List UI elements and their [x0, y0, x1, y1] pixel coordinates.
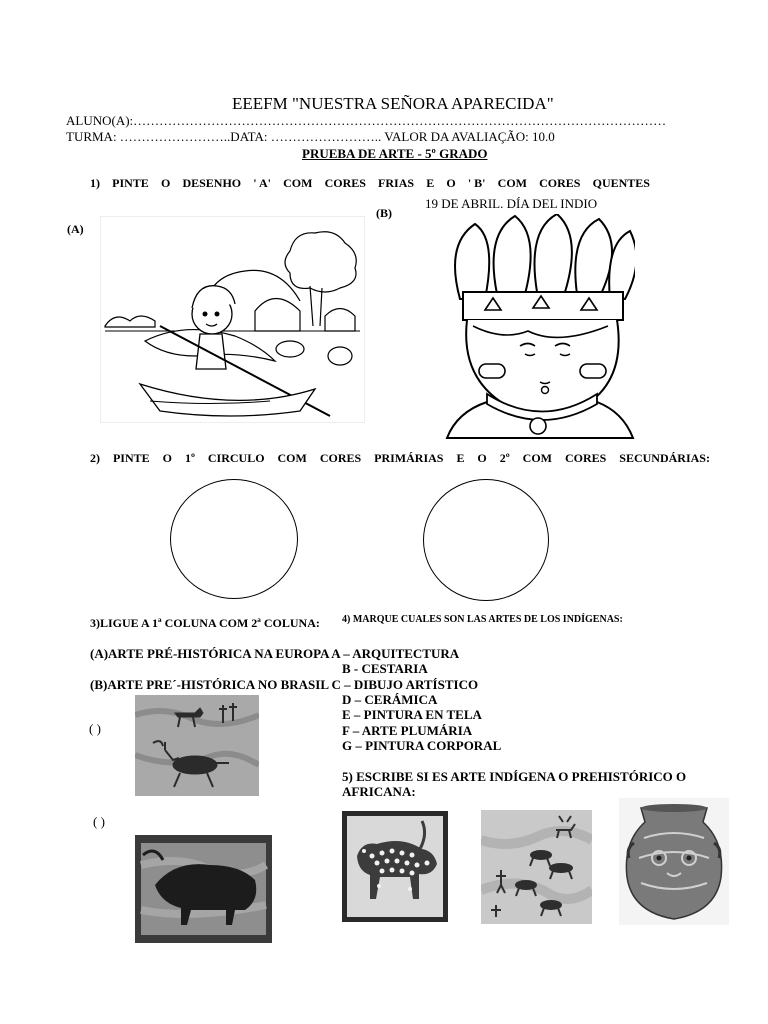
circle-secondary-colors[interactable]	[423, 479, 549, 601]
question-2-word: CIRCULO	[207, 451, 265, 465]
question-4-title: 4) MARQUE CUALES SON LAS ARTES DE LOS INDÍGENAS:	[342, 614, 623, 625]
drawing-b-indian-boy	[445, 214, 635, 440]
question-1	[90, 176, 650, 191]
question-5-line-2: AFRICANA:	[342, 784, 416, 799]
school-name: EEEFM "NUESTRA SEÑORA APARECIDA"	[232, 94, 554, 113]
question-1-word: ' A'	[253, 176, 271, 190]
question-2-word: 2º	[499, 451, 510, 465]
rock-painting-hunters-image	[481, 810, 592, 924]
q4-option-b[interactable]: B - CESTARIA	[342, 661, 428, 676]
q4-option-g[interactable]: G – PINTURA CORPORAL	[342, 738, 502, 753]
question-2-word: COM	[277, 451, 307, 465]
class-date-line: TURMA: ……………………..DATA: …………………….. VALOR DA AVALIAÇÃO: 10.0	[66, 129, 555, 144]
label-a: (A)	[67, 222, 84, 236]
student-name-line: ALUNO(A):……………………………………………………………………………………………………………	[66, 113, 667, 128]
question-1-word: FRIAS	[378, 176, 415, 190]
question-2-word: E	[456, 451, 465, 465]
answer-blank-2[interactable]: ( )	[93, 814, 105, 829]
question-1-word: E	[426, 176, 435, 190]
drawing-a-boy-canoe	[100, 216, 365, 423]
question-2-word: SECUNDÁRIAS:	[619, 451, 710, 465]
q4-option-e[interactable]: E – PINTURA EN TELA	[342, 707, 482, 722]
question-2-word: O	[477, 451, 487, 465]
question-1-word: CORES	[539, 176, 581, 190]
question-1-word: COM	[283, 176, 313, 190]
test-title: PRUEBA DE ARTE - 5º GRADO	[302, 146, 488, 161]
question-2	[90, 451, 710, 466]
question-1-word: O	[160, 176, 171, 190]
ceramic-urn-image	[619, 798, 729, 925]
circle-primary-colors[interactable]	[170, 479, 298, 599]
question-1-word: QUENTES	[592, 176, 650, 190]
q3-item-b: (B)ARTE PRE´-HISTÓRICA NO BRASIL C – DIBUJO ARTÍSTICO	[90, 677, 479, 692]
question-2-word: PINTE	[112, 451, 150, 465]
q4-option-f[interactable]: F – ARTE PLUMÁRIA	[342, 723, 473, 738]
question-3-title: 3)LIGUE A 1ª COLUNA COM 2ª COLUNA:	[90, 616, 320, 630]
question-1-word: ' B'	[467, 176, 486, 190]
question-2-word: 1º	[184, 451, 195, 465]
question-1-word: 1)	[90, 176, 100, 190]
question-1-word: PINTE	[112, 176, 149, 190]
question-2-word: PRIMÁRIAS	[374, 451, 444, 465]
question-1-word: O	[446, 176, 456, 190]
question-1-word: CORES	[324, 176, 366, 190]
q3-item-a: (A)ARTE PRÉ-HISTÓRICA NA EUROPA A – ARQUITECTURA	[90, 646, 460, 661]
question-2-word: 2)	[90, 451, 100, 465]
label-b: (B)	[376, 206, 392, 220]
question-2-word: COM	[522, 451, 552, 465]
cave-painting-brazil-image	[135, 695, 259, 796]
question-2-word: O	[162, 451, 172, 465]
dotted-jaguar-image	[342, 811, 448, 922]
question-2-word: CORES	[319, 451, 362, 465]
question-5-line-1: 5) ESCRIBE SI ES ARTE INDÍGENA O PREHISTÓRICO O	[342, 769, 687, 784]
answer-blank-1[interactable]: ( )	[89, 721, 101, 736]
question-2-word: CORES	[564, 451, 607, 465]
question-1-word: COM	[497, 176, 527, 190]
question-1-word: DESENHO	[182, 176, 242, 190]
q4-option-d[interactable]: D – CERÁMICA	[342, 692, 438, 707]
cave-painting-bison-image	[135, 835, 272, 943]
drawing-b-caption: 19 DE ABRIL. DÍA DEL INDIO	[425, 196, 598, 211]
